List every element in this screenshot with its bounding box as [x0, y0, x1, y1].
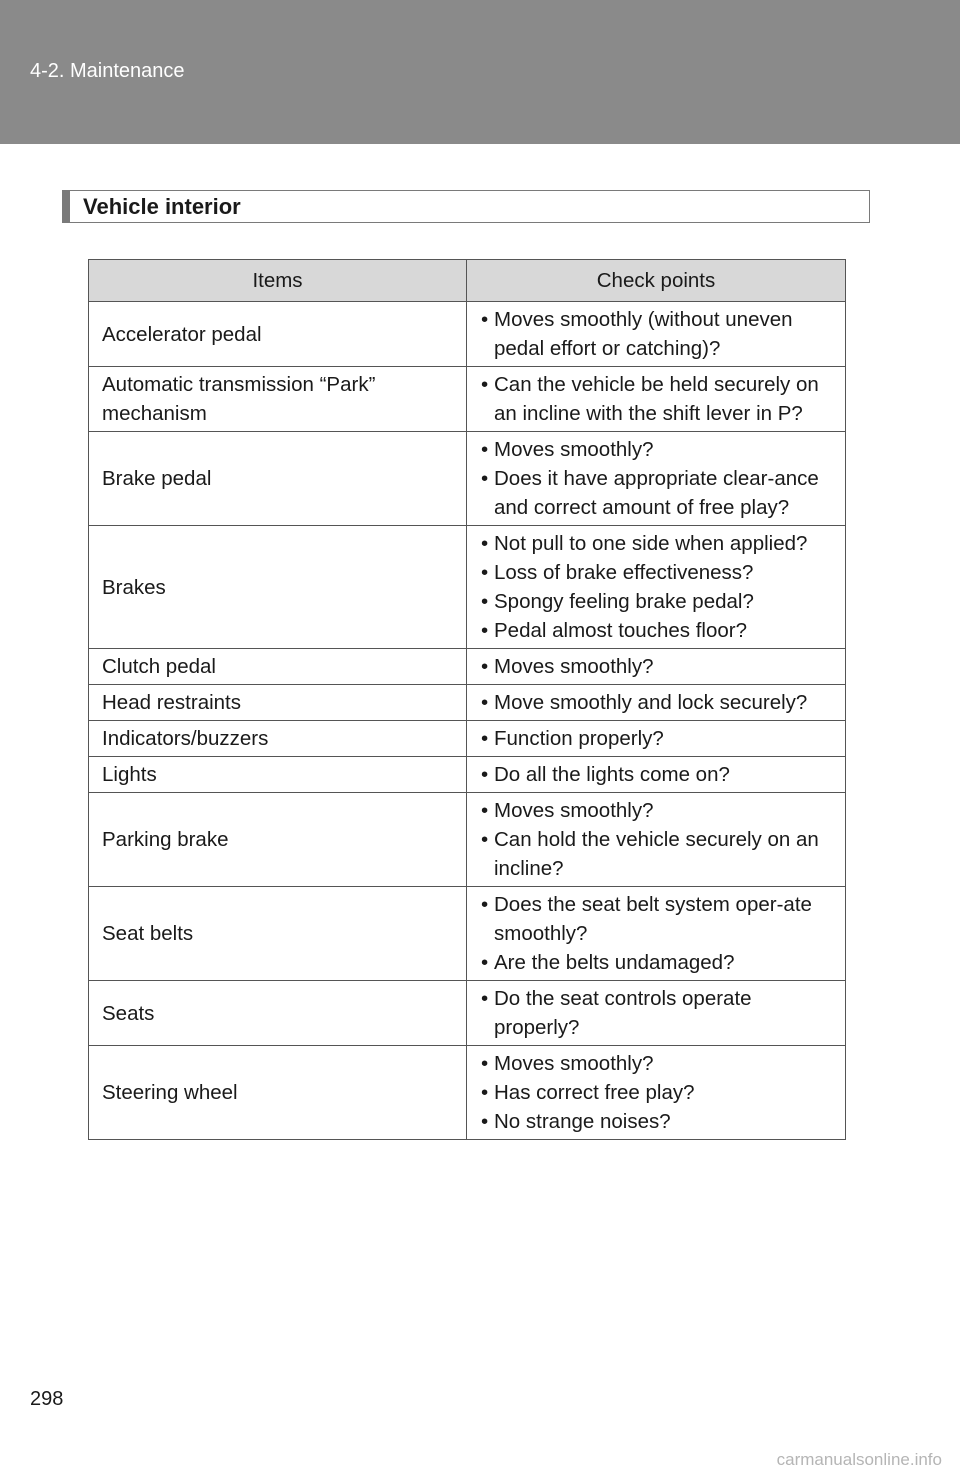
check-point: • Moves smoothly (without uneven pedal effort or catching)?	[494, 305, 839, 363]
check-point: • Function properly?	[494, 724, 839, 753]
check-points-cell	[467, 757, 846, 793]
item-cell: Lights	[89, 757, 467, 793]
check-point: • Moves smoothly?	[494, 435, 839, 464]
check-point: • Can the vehicle be held securely on an incline with the shift lever in P?	[494, 370, 839, 428]
item-cell: Parking brake	[89, 793, 467, 887]
section-title-bar	[62, 190, 870, 223]
column-header-items: Items	[89, 260, 467, 302]
item-cell: Head restraints	[89, 685, 467, 721]
check-points-cell	[467, 981, 846, 1046]
check-point: • Pedal almost touches floor?	[494, 616, 839, 645]
check-point: • Not pull to one side when applied?	[494, 529, 839, 558]
check-points-cell	[467, 432, 846, 526]
table-header-row	[89, 260, 846, 302]
check-points-cell	[467, 887, 846, 981]
check-point: • Do all the lights come on?	[494, 760, 839, 789]
header-section-label: 4-2. Maintenance	[30, 60, 185, 82]
check-points-cell	[467, 793, 846, 887]
check-point: • Moves smoothly?	[494, 1049, 839, 1078]
table-row	[89, 887, 846, 981]
item-cell: Seat belts	[89, 887, 467, 981]
page-header	[0, 0, 960, 144]
table-row	[89, 649, 846, 685]
table-row	[89, 981, 846, 1046]
check-points-cell	[467, 526, 846, 649]
table-row	[89, 526, 846, 649]
check-point: • Moves smoothly?	[494, 796, 839, 825]
check-point: • Loss of brake effectiveness?	[494, 558, 839, 587]
table-row	[89, 1046, 846, 1140]
column-header-check-points: Check points	[467, 260, 846, 302]
check-points-cell	[467, 649, 846, 685]
check-points-cell	[467, 302, 846, 367]
table-row	[89, 367, 846, 432]
check-point: • Can hold the vehicle securely on an incline?	[494, 825, 839, 883]
check-point: • Are the belts undamaged?	[494, 948, 839, 977]
check-point: • No strange noises?	[494, 1107, 839, 1136]
interior-checks-table	[88, 259, 846, 1140]
table-row	[89, 302, 846, 367]
table-row	[89, 757, 846, 793]
table-row	[89, 793, 846, 887]
check-points-cell	[467, 1046, 846, 1140]
watermark: carmanualsonline.info	[776, 1450, 942, 1469]
check-points-cell	[467, 367, 846, 432]
check-points-cell	[467, 721, 846, 757]
check-point: • Does the seat belt system oper-ate smoothly?	[494, 890, 839, 948]
item-cell: Accelerator pedal	[89, 302, 467, 367]
check-point: • Spongy feeling brake pedal?	[494, 587, 839, 616]
check-point: • Do the seat controls operate properly?	[494, 984, 839, 1042]
table-row	[89, 432, 846, 526]
item-cell: Indicators/buzzers	[89, 721, 467, 757]
check-point: • Does it have appropriate clear-ance and correct amount of free play?	[494, 464, 839, 522]
check-point: • Move smoothly and lock securely?	[494, 688, 839, 717]
item-cell: Brake pedal	[89, 432, 467, 526]
item-cell: Brakes	[89, 526, 467, 649]
item-cell: Steering wheel	[89, 1046, 467, 1140]
table-row	[89, 685, 846, 721]
page-number: 298	[30, 1388, 64, 1410]
section-marker	[63, 191, 70, 222]
item-cell: Automatic transmission “Park” mechanism	[89, 367, 467, 432]
section-title: Vehicle interior	[83, 194, 241, 219]
check-points-cell	[467, 685, 846, 721]
check-point: • Moves smoothly?	[494, 652, 839, 681]
item-cell: Seats	[89, 981, 467, 1046]
table-row	[89, 721, 846, 757]
item-cell: Clutch pedal	[89, 649, 467, 685]
check-point: • Has correct free play?	[494, 1078, 839, 1107]
